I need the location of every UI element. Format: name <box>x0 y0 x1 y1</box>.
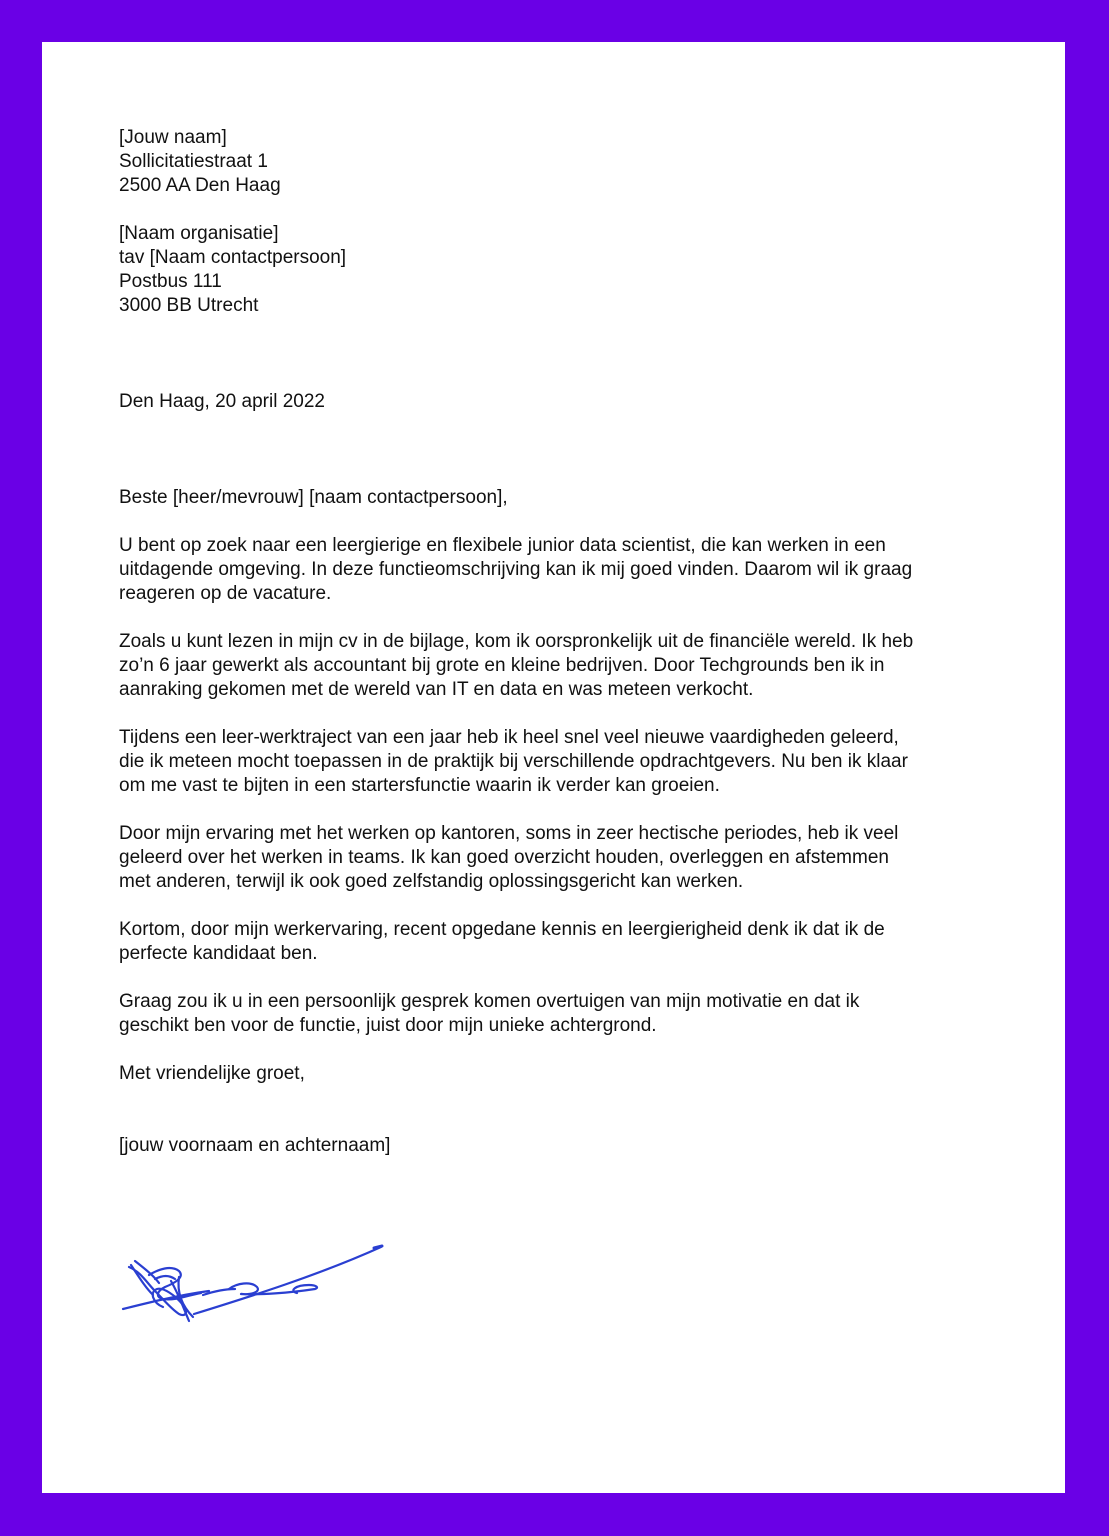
paragraph-line: uitdagende omgeving. In deze functieomschrijving kan ik mij goed vinden. Daarom wil ik graag <box>119 559 913 580</box>
paragraph-line: geschikt ben voor de functie, juist door mijn unieke achtergrond. <box>119 1015 657 1036</box>
recipient-po-box: Postbus 111 <box>119 271 222 292</box>
paragraph-line: U bent op zoek naar een leergierige en flexibele junior data scientist, die kan werken in een <box>119 535 886 556</box>
paragraph <box>119 918 999 966</box>
recipient-address <box>119 222 999 318</box>
paragraph <box>119 990 999 1038</box>
sender-name: [Jouw naam] <box>119 127 227 148</box>
paragraph <box>119 534 999 606</box>
paragraph-line: perfecte kandidaat ben. <box>119 943 318 964</box>
paragraph-line: Tijdens een leer-werktraject van een jaar heb ik heel snel veel nieuwe vaardigheden geleerd, <box>119 727 899 748</box>
paragraph-line: om me vast te bijten in een startersfunctie waarin ik verder kan groeien. <box>119 775 720 796</box>
paragraph-line: geleerd over het werken in teams. Ik kan goed overzicht houden, overleggen en afstemmen <box>119 847 889 868</box>
paragraph-line: Zoals u kunt lezen in mijn cv in de bijlage, kom ik oorspronkelijk uit de financiële wereld. Ik heb <box>119 631 914 652</box>
paragraph-line: aanraking gekomen met de wereld van IT en data en was meteen verkocht. <box>119 679 754 700</box>
paragraph-line: zo’n 6 jaar gewerkt als accountant bij grote en kleine bedrijven. Door Techgrounds ben ik in <box>119 655 885 676</box>
sender-address <box>119 126 999 198</box>
signer-name <box>119 1134 999 1158</box>
paragraph <box>119 822 999 894</box>
date-text: Den Haag, 20 april 2022 <box>119 391 325 412</box>
paragraph <box>119 630 999 702</box>
letter-page <box>42 42 1065 1493</box>
salutation-text: Beste [heer/mevrouw] [naam contactpersoon], <box>119 487 508 508</box>
paragraph-line: Graag zou ik u in een persoonlijk gesprek komen overtuigen van mijn motivatie en dat ik <box>119 991 860 1012</box>
paragraph-line: met anderen, terwijl ik ook goed zelfstandig oplossingsgericht kan werken. <box>119 871 744 892</box>
recipient-postal-city: 3000 BB Utrecht <box>119 295 259 316</box>
letter-body <box>119 126 999 1158</box>
paragraph-line: Door mijn ervaring met het werken op kantoren, soms in zeer hectische periodes, heb ik veel <box>119 823 899 844</box>
paragraph <box>119 726 999 798</box>
paragraph-line: reageren op de vacature. <box>119 583 332 604</box>
paragraph-line: Kortom, door mijn werkervaring, recent opgedane kennis en leergierigheid denk ik dat ik de <box>119 919 885 940</box>
salutation <box>119 486 999 510</box>
recipient-attention: tav [Naam contactpersoon] <box>119 247 347 268</box>
date-line <box>119 390 999 414</box>
sender-postal-city: 2500 AA Den Haag <box>119 175 281 196</box>
closing <box>119 1062 999 1086</box>
sender-street: Sollicitatiestraat 1 <box>119 151 268 172</box>
signer-name-text: [jouw voornaam en achternaam] <box>119 1135 391 1156</box>
handwritten-signature <box>119 1217 389 1327</box>
recipient-organisation: [Naam organisatie] <box>119 223 279 244</box>
closing-text: Met vriendelijke groet, <box>119 1063 305 1084</box>
paragraph-line: die ik meteen mocht toepassen in de praktijk bij verschillende opdrachtgevers. Nu ben ik klaar <box>119 751 908 772</box>
